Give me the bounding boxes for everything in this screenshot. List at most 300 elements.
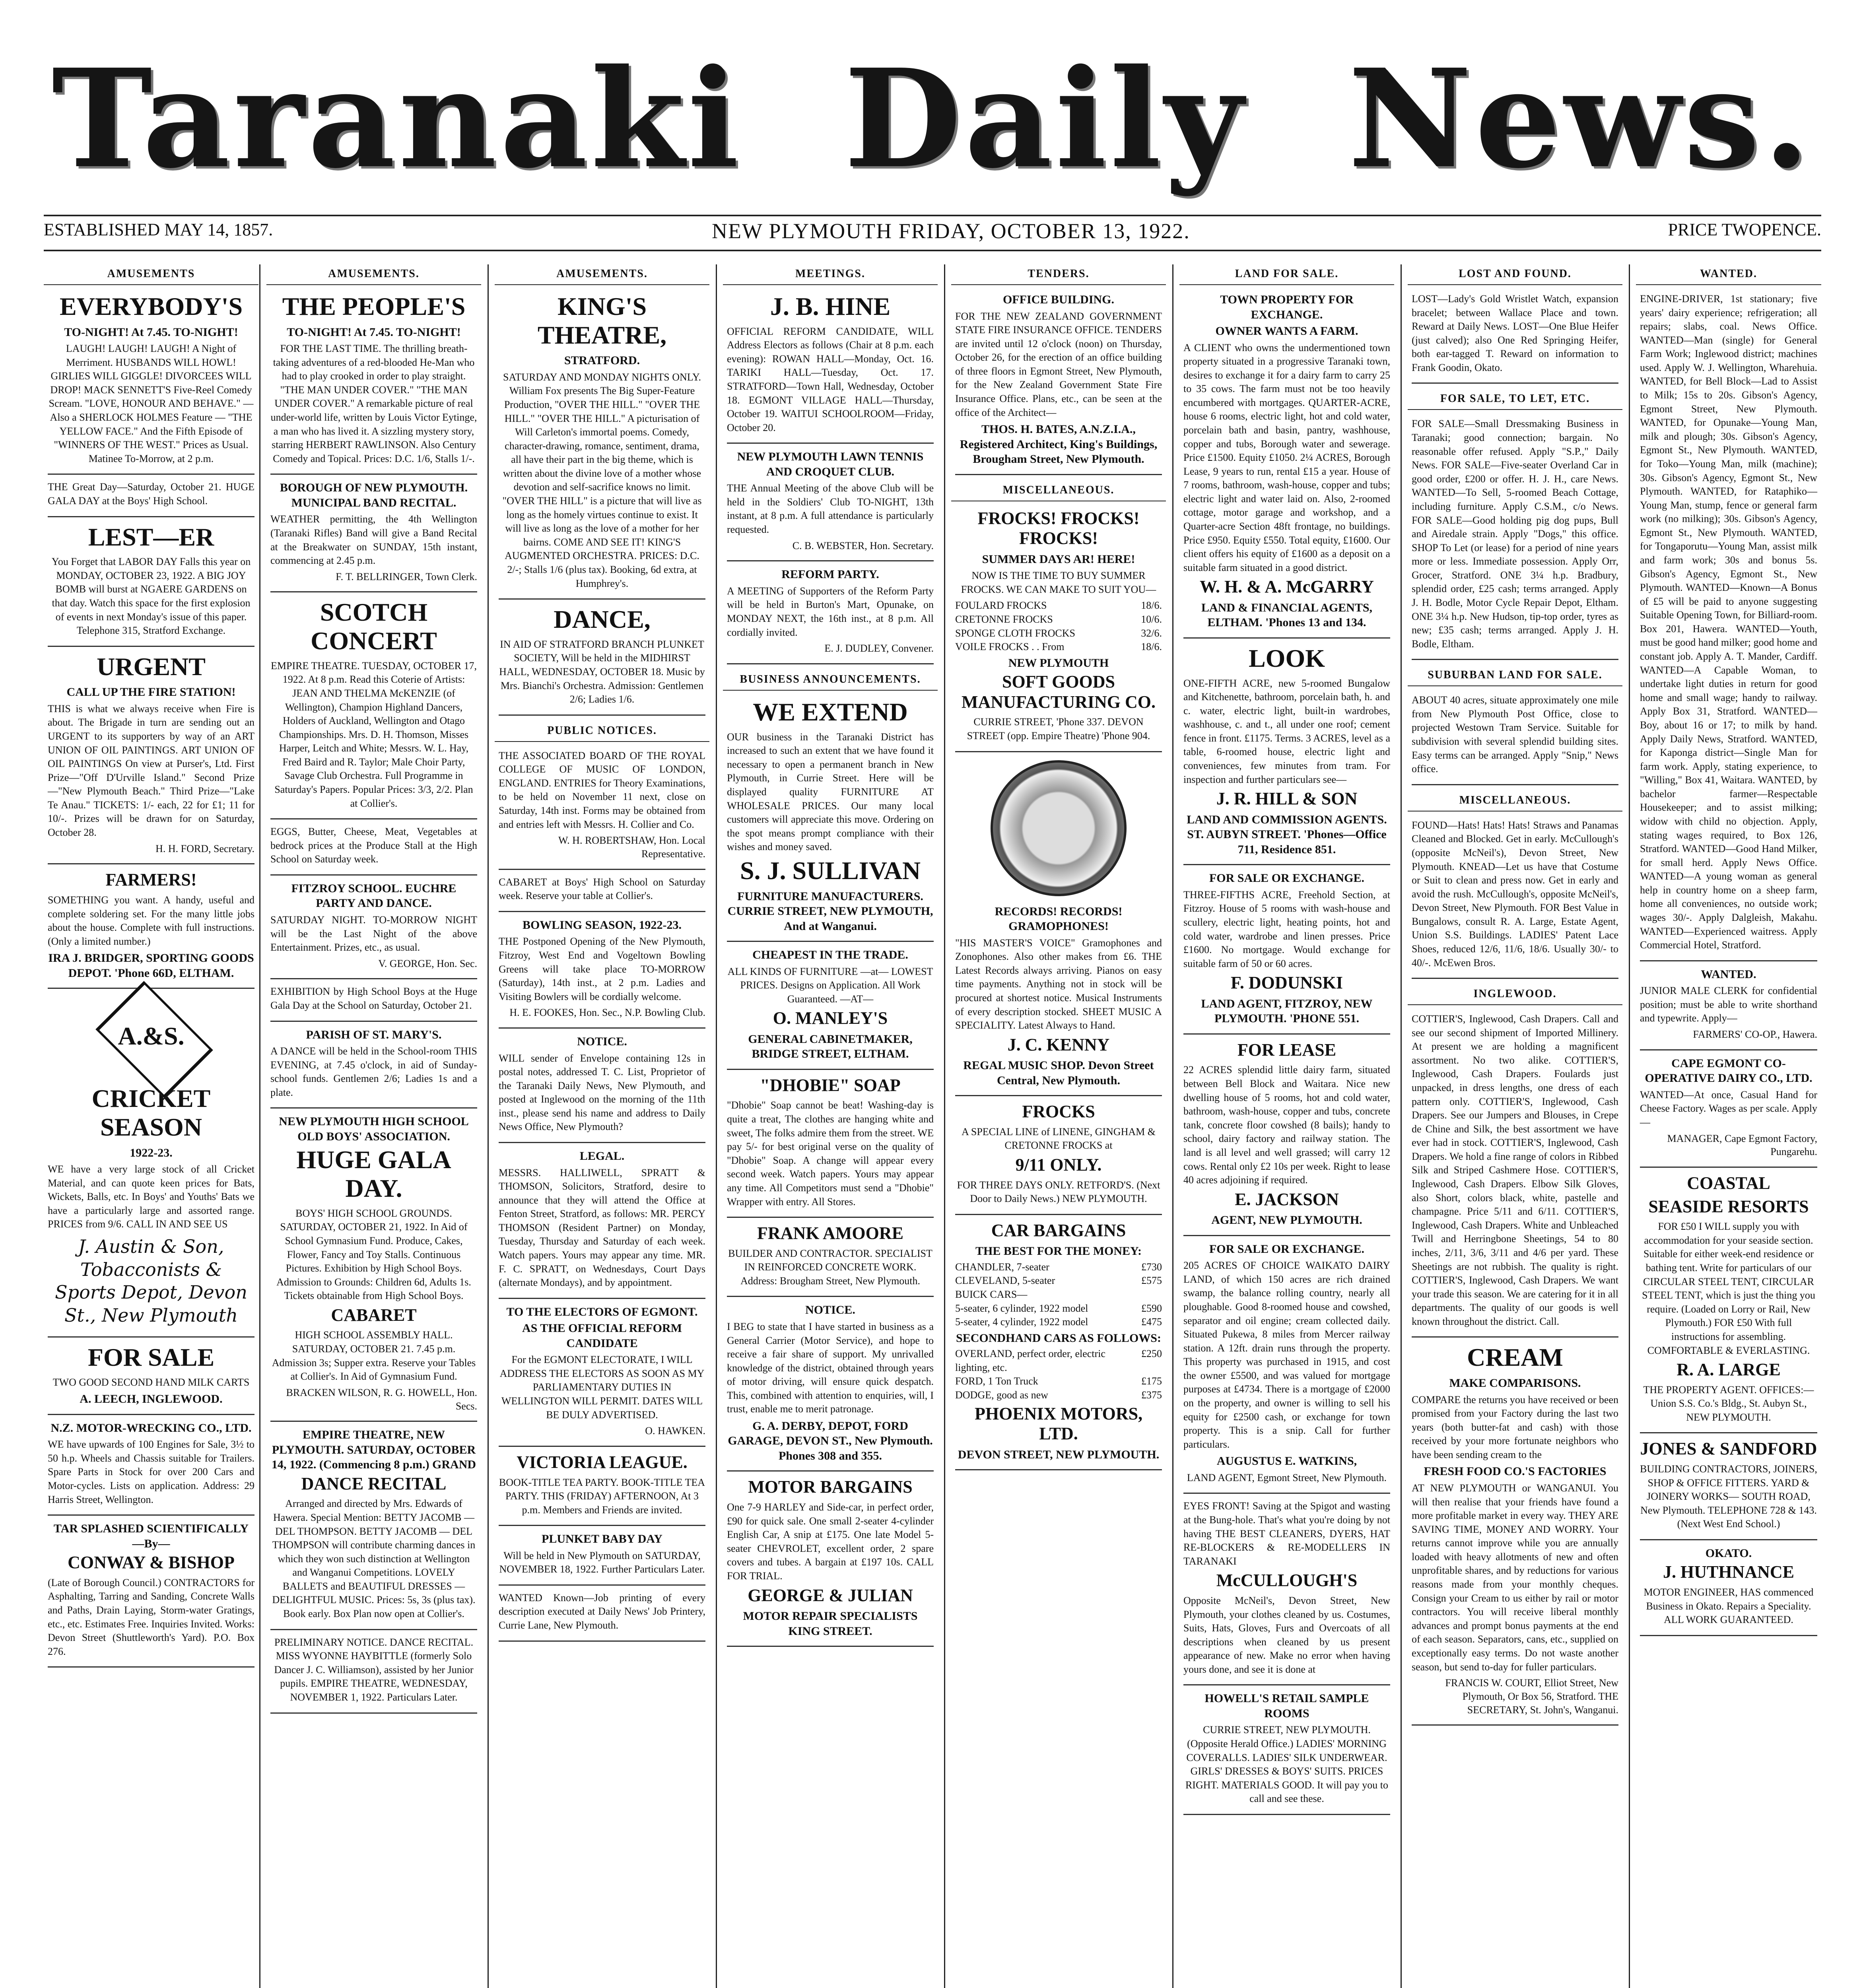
his-masters-voice-logo <box>991 760 1127 896</box>
ad-subtitle: LAND AGENT, FITZROY, NEW PLYMOUTH. 'PHONE 551. <box>1201 997 1373 1025</box>
item-price: 32/6. <box>1141 627 1162 639</box>
ad-signature: MANAGER, Cape Egmont Factory, Pungarehu. <box>1667 1132 1817 1158</box>
ad-title: NOTICE. <box>577 1035 627 1048</box>
ad-subtitle: 1922-23. <box>130 1146 173 1159</box>
ad-body: WE have a very large stock of all Cricket Material, and can quote keen prices for Bats, Wickets, Balls, etc. In Boys' and Youths' Bats we have a particularly large and assorted range. PRICES from 9/6. CALL IN AND SEE US <box>48 1163 254 1230</box>
ad-pre: NEW PLYMOUTH HIGH SCHOOL OLD BOYS' ASSOCIATION. <box>279 1115 469 1143</box>
item-price: 18/6. <box>1141 641 1162 653</box>
ad-signature: FARMERS' CO-OP., Hawera. <box>1693 1028 1817 1040</box>
ad-title: HUGE GALA DAY. <box>296 1145 451 1203</box>
ad-miscellaneous <box>1412 819 1618 979</box>
column-8 <box>1636 264 1821 1988</box>
ad-cheapest <box>727 947 934 1070</box>
place-date: NEW PLYMOUTH FRIDAY, OCTOBER 13, 1922. <box>712 219 1190 243</box>
ad-subtitle: MAKE COMPARISONS. <box>1449 1376 1581 1390</box>
ad-body: CABARET at Boys' High School on Saturday week. Reserve your table at Collier's. <box>499 876 705 902</box>
ad-frank-amoore <box>727 1223 934 1297</box>
column-5 <box>951 264 1166 1988</box>
ad-title: JONES & SANDFORD <box>1640 1439 1817 1459</box>
ad-hine <box>727 292 934 444</box>
ad-body: SATURDAY NIGHT. TO-MORROW NIGHT will be the Last Night of the above Entertainment. Prizes, etc., as usual. <box>270 914 477 953</box>
ad-body: OFFICIAL REFORM CANDIDATE, WILL Address Electors as follows (Chair at 8 p.m. each evening): ROWAN HALL—Monday, Oct. 16. TARIKI HALL—Tuesday, Oct. 17. STRATFORD—Town Hall, Wednesday, October 18. EGMONT VILLAGE HALL—Thursday, October 19. WAITUI SCHOOLROOM—Friday, October 20. <box>727 325 934 433</box>
ad-conway-bishop <box>48 1521 254 1668</box>
ad-reform-party <box>727 567 934 664</box>
ad-title: WE EXTEND <box>753 698 908 726</box>
ad-signature: THOS. H. BATES, A.N.Z.I.A., Registered Architect, King's Buildings, Brougham Street, New Plymouth. <box>960 423 1158 466</box>
ad-body: BUILDING CONTRACTORS, JOINERS, SHOP & OFFICE FITTERS. YARD & JOINERY WORKS— SOUTH ROAD, New Plymouth. TELEPHONE 728 & 143. (Next West End School.) <box>1640 1463 1817 1530</box>
title-word-1: Taranaki <box>52 40 742 198</box>
ad-title: PLUNKET BABY DAY <box>542 1532 662 1546</box>
ad-subtitle: TO-NIGHT! At 7.45. TO-NIGHT! <box>287 325 461 339</box>
ad-title: J. R. HILL & SON <box>1216 789 1358 809</box>
ad-victoria-league <box>499 1452 705 1526</box>
ad-parish <box>270 1027 477 1109</box>
masthead <box>0 0 1863 215</box>
section-header: AMUSEMENTS. <box>495 264 709 285</box>
ad-body: THREE-FIFTHS ACRE, Freehold Section, at Fitzroy. House of 5 rooms with wash-house and scullery, electric light, heating points, hot and cold water, wardrobe and linen presses. Price £1600. No mortgage. Would exchange for suitable farm of 50 or 60 acres. <box>1183 889 1390 969</box>
ad-gala-day <box>48 480 254 517</box>
ad-plunket <box>499 1532 705 1586</box>
as-logo: A.&S. <box>68 997 235 1076</box>
car-price-list <box>955 1260 1162 1329</box>
ad-title: RECORDS! RECORDS! GRAMOPHONES! <box>995 905 1123 933</box>
ad-body: FOR SALE—Small Dressmaking Business in Taranaki; good connection; bargain. No reasonable offer refused. Apply "S.P.," Daily News. FOR SALE—Five-seater Overland Car in good order, £200 or offer. H. J. H., care News. WANTED—To Sell, 5-roomed Beach Cottage, including furniture. Apply C.S.M., c/o News. FOR SALE—Good holding pig dog pups, Bull and Airedale strain. Apply "Dogs," this office. SHOP To Let (or lease) for a period of nine years more or less. Immediate possession. Apply Orr, Grocer, Stratford. ONE 3¼ h.p. Bradbury, splendid order, £25 cash; terms arranged. Apply J. H. Bodle, Motor Cycle Repair Depot, Eltham. ONE 3¼ h.p. New Hudson, tip-top order, tyres as new; £35 cash; terms arranged. Apply J. H. Bodle, Eltham. <box>1412 418 1618 650</box>
item-price: £175 <box>1141 1375 1162 1387</box>
ad-pre: EMPIRE THEATRE, NEW PLYMOUTH. SATURDAY, OCTOBER 14, 1922. (Commencing 8 p.m.) GRAND <box>271 1428 476 1472</box>
ad-pre: NEW PLYMOUTH <box>1008 656 1109 670</box>
ad-body: A CLIENT who owns the undermentioned town property situated in a progressive Taranaki town, desires to exchange it for a dairy farm to carry 25 to 35 cows. The farm must not be too heavily encumbered with mortgages. QUARTER-ACRE, house 6 rooms, electric light, hot and cold water, porcelain bath and basin, pantry, washhouse, copper and tubs, Borough water and sewerage. Price £1500. Equity £1050. 2¼ ACRES, Borough Lease, 9 years to run, rental £15 a year. House of 7 rooms, bathroom, wash-house, copper and tubs; electric light and water laid on. Also, 2-roomed cottage, motor garage and workshop, and a Quarter-acre Section 48ft frontage, no buildings. Price £950. Equity £550. Total equity, £1600. Our client offers his equity of £1600 as a deposit on a suitable farm situated in a good district. <box>1183 342 1390 573</box>
ad-coastal <box>1640 1173 1817 1433</box>
secondhand-price-list <box>955 1347 1162 1402</box>
ad-body: BUILDER AND CONTRACTOR. SPECIALIST IN REINFORCED CONCRETE WORK. Address: Brougham Street, New Plymouth. <box>728 1247 932 1287</box>
column-7 <box>1408 264 1622 1988</box>
ad-title: CREAM <box>1467 1343 1563 1372</box>
price-row <box>955 1274 1162 1288</box>
ad-title: LOOK <box>1248 644 1325 672</box>
ad-title: AS THE OFFICIAL REFORM CANDIDATE <box>522 1322 682 1350</box>
ad-waikato-dairy <box>1183 1242 1390 1494</box>
ad-dance-recital <box>270 1427 477 1630</box>
ad-body: WE have upwards of 100 Engines for Sale, 3½ to 50 h.p. Wheels and Chassis suitable for Trailers. Spare Parts in Stock for over 200 Cars and Motor-cycles. Lists on application. Address: 29 Harris Street, Wellington. <box>48 1439 254 1505</box>
ad-title: FARMERS! <box>105 870 197 890</box>
section-header: BUSINESS ANNOUNCEMENTS. <box>723 670 938 691</box>
section-header: LAND FOR SALE. <box>1179 264 1394 285</box>
item-label: CLEVELAND, 5-seater <box>955 1275 1055 1287</box>
special-price: 9/11 ONLY. <box>1015 1155 1102 1175</box>
ad-signature: G. A. DERBY, DEPOT, FORD GARAGE, DEVON ST., New Plymouth. Phones 308 and 355. <box>728 1419 933 1462</box>
ad-lost-found <box>1412 292 1618 384</box>
ad-title: LEGAL. <box>579 1149 625 1163</box>
ad-eggs <box>270 825 477 876</box>
ad-title: FOR SALE OR EXCHANGE. <box>1209 1242 1365 1256</box>
ad-signature: A. LEECH, INGLEWOOD. <box>80 1392 223 1406</box>
ad-body: BOOK-TITLE TEA PARTY. BOOK-TITLE TEA PARTY. THIS (FRIDAY) AFTERNOON, At 3 p.m. Members and Friends are invited. <box>499 1476 705 1516</box>
ad-body: NOW IS THE TIME TO BUY SUMMER FROCKS. WE CAN MAKE TO SUIT YOU— <box>961 570 1156 595</box>
ad-title: VICTORIA LEAGUE. <box>517 1452 688 1472</box>
section-header: MEETINGS. <box>723 264 938 285</box>
ad-title: NEW PLYMOUTH LAWN TENNIS AND CROQUET CLUB. <box>737 450 924 478</box>
ad-title: FITZROY SCHOOL. EUCHRE PARTY AND DANCE. <box>291 881 457 910</box>
price-label: PRICE TWOPENCE. <box>1668 220 1821 239</box>
ad-cream <box>1412 1343 1618 1726</box>
dateline-rule <box>44 250 1821 251</box>
ad-his-masters-voice <box>955 760 1162 1097</box>
ad-signature: V. GEORGE, Hon. Sec. <box>378 957 477 969</box>
ad-body: You Forget that LABOR DAY Falls this year on MONDAY, OCTOBER 23, 1922. A BIG JOY BOMB will burst at NGAERE GARDENS on that day. Watch this space for the first explosion of events in next Monday's issue of this paper. Telephone 315, Stratford Exchange. <box>51 556 251 637</box>
top-rule <box>44 215 1821 216</box>
section-header: MISCELLANEOUS. <box>951 481 1166 501</box>
ad-body: WANTED Known—Job printing of every description executed at Daily News' Job Printery, Currie Lane, New Plymouth. <box>499 1592 705 1631</box>
ad-signature: BRACKEN WILSON, R. G. HOWELL, Hon. Secs. <box>286 1386 477 1412</box>
item-price: £590 <box>1141 1302 1162 1314</box>
ad-body: FOR THREE DAYS ONLY. RETFORD'S. (Next Door to Daily News.) NEW PLYMOUTH. <box>957 1179 1160 1205</box>
ad-subtitle: OWNER WANTS A FARM. <box>1215 324 1358 338</box>
ad-pre: TO THE ELECTORS OF EGMONT. <box>506 1305 698 1318</box>
ad-body: THE Postponed Opening of the New Plymouth, Fitzroy, West End and Vogeltown Bowling Greens will take place TO-MORROW (Saturday), 14th inst., at 2 p.m. Ladies and Visiting Bowlers will be cordially welcome. <box>499 936 705 1002</box>
ad-cape-egmont <box>1640 1056 1817 1168</box>
ad-body: WILL sender of Envelope containing 12s in postal notes, addressed T. C. List, Proprietor of the Taranaki Daily News, New Plymouth, and posted at Inglewood on the morning of the 11th inst., please send his name and address to Daily News Office, New Plymouth? <box>499 1052 705 1133</box>
ad-title: HOWELL'S RETAIL SAMPLE ROOMS <box>1204 1692 1369 1720</box>
ad-cabaret <box>499 876 705 912</box>
item-price: £730 <box>1141 1261 1162 1273</box>
ad-subtitle: LAND AND COMMISSION AGENTS. ST. AUBYN STREET. 'Phones—Office 711, Residence 851. <box>1187 813 1387 856</box>
ad-body: Will be held in New Plymouth on SATURDAY, NOVEMBER 18, 1922. Further Particulars Later. <box>499 1549 705 1575</box>
ad-signature: FRANCIS W. COURT, Elliot Street, New Plymouth, Or Box 56, Stratford. THE SECRETARY, St. John's, Wanganui. <box>1445 1677 1618 1716</box>
handwritten-signature: J. Austin & Son, Tobacconists & Sports Depot, Devon St., New Plymouth <box>55 1236 247 1326</box>
ad-title: EVERYBODY'S <box>59 292 243 320</box>
ad-body: CURRIE STREET, NEW PLYMOUTH. (Opposite Herald Office.) LADIES' MORNING COVERALLS. LADIES' SILK UNDERWEAR. GIRLS' DRESSES & BOYS' SUITS. PRICES RIGHT. MATERIALS GOOD. It will pay you to call and see these. <box>1185 1724 1389 1805</box>
ad-body: THE PROPERTY AGENT. OFFICES:— Union S.S. Co.'s Bldg., St. Aubyn St., NEW PLYMOUTH. <box>1643 1384 1814 1423</box>
ad-subtitle: THE BEST FOR THE MONEY: <box>975 1244 1142 1258</box>
ad-title: MOTOR BARGAINS <box>748 1477 913 1497</box>
ad-body: THE ASSOCIATED BOARD OF THE ROYAL COLLEGE OF MUSIC OF LONDON, ENGLAND. ENTRIES for Theory Examinations, to be held on November 11 next, close on Saturday, 14th inst. Forms may be obtained from and entries left with Messrs. H. Collier and Co. <box>499 749 705 830</box>
ad-town-property <box>1183 292 1390 639</box>
ad-body: (Late of Borough Council.) CONTRACTORS for Asphalting, Tarring and Sanding, Concrete Walls and Paths, Drain Laying, Storm-water Gratings, etc., etc. Estimates Free. Inquiries Invited. Works: Devon Street (Shuttleworth's Yard). P.O. Box 276. <box>48 1576 254 1657</box>
ad-body: AT NEW PLYMOUTH or WANGANUI. You will then realise that your friends have found a more profitable market in every way. THEY ARE SAVING TIME, MONEY AND WORRY. Your returns cannot improve while you are annually loaded with heavy allotments of new and often unprofitable shares, and by reductions for various reasons made from your monthly cheques. Consign your Cream to us either by rail or motor contractors. You will receive liberal monthly advances and prompt bonus payments at the end of each season. Separators, cans, etc., supplied on exceptionally easy terms. Do not waste another season, but send to-day for fuller particulars. <box>1412 1482 1618 1673</box>
section-header: LOST AND FOUND. <box>1408 264 1622 285</box>
ad-body: EMPIRE THEATRE. TUESDAY, OCTOBER 17, 1922. At 8 p.m. Read this Coterie of Artists: JEAN AND THELMA McKENZIE (of Wellington), Champion Highland Dancers, Holders of Auckland, Wellington and Otago Championships. Mrs. D. H. Thomson, Misses Harper, Leitch and White; Messrs. W. L. Hay, Fred Baird and R. Taylor; Male Choir Party, Savage Club Orchestra. Full Programme in Saturday's Papers. Popular Prices: 3/3, 2/2. Plan at Collier's. <box>271 660 477 809</box>
ad-title: CABARET <box>331 1305 417 1325</box>
ad-junior-clerk <box>1640 967 1817 1050</box>
ad-lawn-tennis <box>727 449 934 561</box>
ad-body: 22 ACRES splendid little dairy farm, situated between Bell Block and Waitara. Nice new dwelling house of 5 rooms, hot and cold water, bathroom, wash-house, copper and tubs, concrete tank, concrete floor cowshed (8 bails); handy to school, dairy factory and railway station. The land is all level and well grassed; will carry 12 cows. Rental only £2 10s per week. Right to lease 40 acres adjoining if required. <box>1183 1064 1390 1186</box>
ad-title: PARISH OF ST. MARY'S. <box>306 1028 442 1041</box>
ad-body: One 7-9 HARLEY and Side-car, in perfect order, £90 for quick sale. One small 2-seater 4-cylinder English Car, A snip at £175. One late Model 5-seater CHEVROLET, excellent order, 2 spare covers and tubes. A bargain at £197 10s. CALL FOR TRIAL. <box>727 1501 934 1582</box>
ad-body: IN AID OF STRATFORD BRANCH PLUNKET SOCIETY, Will be held in the MIDHIRST HALL, WEDNESDAY, OCTOBER 18. Music by Mrs. Bianchi's Orchestra. Admission: Gentlemen 2/6; Ladies 1/6. <box>499 638 705 705</box>
item-price: 10/6. <box>1141 613 1162 625</box>
price-row <box>955 1375 1162 1388</box>
ad-signature: H. H. FORD, Secretary. <box>155 843 254 854</box>
ad-title: THE PEOPLE'S <box>282 292 466 320</box>
ad-body: ENGINE-DRIVER, 1st stationary; five years' dairy experience; refrigeration; all repairs; slabs, coal. News Office. WANTED—Man (single) for General Farm Work; Inglewood district; machines used. Apply W. J. Wellington, Wharehuia. WANTED, for Bell Block—Lad to Assist to Milk; 15s to 20s. Gibson's Agency, Egmont Street, New Plymouth. WANTED, for Opunake—Young Man, milk and plough; 30s. Gibson's Agency, Egmont St., New Plymouth. WANTED, for Toko—Young Man, milk (machine); 30s. Gibson's Agency, Egmont St., New Plymouth. WANTED, for Rataphiko—Young Man, stump, fence or general farm work (no milking); 30s. Gibson's Agency, Egmont St., New Plymouth. WANTED, for Tongaporutu—Young Man, assist milk and farm work; 30s and bonus 5s. Gibson's Agency, Egmont St., New Plymouth. WANTED—Known—A Bonus of £5 will be paid to anyone suggesting Suitable Opening Town, for Billiard-room. Box 201, Hawera. WANTED—Youth, must be good hand milker; good home and constant job. Apply A. T. Mander, Cardiff. WANTED—A Capable Woman, to undertake light duties in return for good home and small wage; handy to railway. Apply Box 31, Stratford. WANTED—Boy, about 16 or 17; to milk by hand. Apply Daily News, Stratford. WANTED, for Kaponga district—Single Man for farm work. Apply, stating experience, to "Willing," Box 41, Waitara. WANTED, by bachelor farmer—Respectable Housekeeper; and to assist milking; widow with child no objection. Apply, stating wages required, to Box 126, Stratford. WANTED—Good Hand Milker, for small herd. Apply News Office. WANTED—A young woman as general help in country home on a sheep farm, home all conveniences, no outside work; wages 30/-. Apply Dalgleish, Makahu. WANTED—Experienced waitress. Apply Commercial Hotel, Stratford. <box>1640 293 1817 951</box>
item-label: CRETONNE FROCKS <box>955 613 1053 625</box>
ad-body: EXHIBITION by High School Boys at the Huge Gala Day at the School on Saturday, October 21. <box>270 986 477 1011</box>
ad-kings-theatre <box>499 292 705 600</box>
price-row <box>955 1288 1162 1302</box>
price-row <box>955 627 1162 641</box>
ad-title: CHEAPEST IN THE TRADE. <box>752 948 908 962</box>
ad-motor-wrecking <box>48 1421 254 1516</box>
ad-signature: E. J. DUDLEY, Convener. <box>824 643 934 654</box>
ad-look <box>1183 644 1390 865</box>
ad-body: FOR £50 I WILL supply you with accommodation for your seaside section. Suitable for either week-end residence or bathing tent. Write for particulars of our CIRCULAR STEEL TENT, CIRCULAR STEEL TENT, which is just the thing you require. (Loaded on Lorry or Rail, New Plymouth.) FOR £50 With full instructions for assembling. COMFORTABLE & EVERLASTING. <box>1642 1221 1815 1356</box>
ad-title: NOTICE. <box>805 1303 855 1317</box>
ad-body: HIGH SCHOOL ASSEMBLY HALL. SATURDAY, OCTOBER 21. 7.45 p.m. Admission 3s; Supper extra. Reserve your Tables at Collier's. In Aid of Gymnasium Fund. <box>272 1329 476 1382</box>
ad-sale-exchange <box>1183 871 1390 1035</box>
ad-pre: TAR SPLASHED SCIENTIFICALLY —By— <box>53 1522 249 1550</box>
ad-title: FROCKS <box>1022 1102 1095 1122</box>
ad-band-recital <box>270 480 477 592</box>
ad-title: FOR SALE OR EXCHANGE. <box>1209 872 1365 885</box>
ad-body: WANTED—At once, Casual Hand for Cheese Factory. Wages as per scale. Apply— <box>1640 1089 1817 1128</box>
ad-body: SATURDAY AND MONDAY NIGHTS ONLY. William Fox presents The Big Super-Feature Production, "OVER THE HILL." "OVER THE HILL." "OVER THE HILL." A picturisation of Will Carleton's immortal poems. Comedy, character-drawing, romance, sentiment, drama, all have their part in the big theme, which is written about the divine love of a mother whose devotion and self-sacrifice knows no limit. "OVER THE HILL" is a picture that will live as long as the homely virtues continue to exist. It will live as long as the love of a mother for her bairns. COME AND SEE IT! KING'S AUGMENTED ORCHESTRA. PRICES: D.C. 2/-; Stalls 1/6 (plus tax). Booking, 6d extra, at Humphrey's. <box>502 371 702 589</box>
ad-body: "HIS MASTER'S VOICE" Gramophones and Zonophones. Also other makes from £6. THE Latest Records always arriving. Pianos on easy time payments. Anything not in stock will be procured at shortest notice. Musical Instruments of every description stocked. SHEET MUSIC A SPECIALITY. Latest Always to Hand. <box>955 937 1162 1031</box>
ad-wanted-list <box>1640 292 1817 961</box>
ad-howells <box>1183 1691 1390 1815</box>
ad-title: CONWAY & BISHOP <box>68 1553 235 1573</box>
ad-body: A SPECIAL LINE of LINENE, GINGHAM & CRETONNE FROCKS at <box>962 1126 1156 1151</box>
item-price: £575 <box>1141 1275 1162 1287</box>
ad-title: BOWLING SEASON, 1922-23. <box>522 918 682 932</box>
title-word-3: News. <box>1348 40 1813 198</box>
price-row <box>955 1388 1162 1402</box>
ad-title: FRESH FOOD CO.'S FACTORIES <box>1424 1465 1607 1478</box>
ad-title: S. J. SULLIVAN <box>740 856 921 885</box>
ad-title: SEASIDE RESORTS <box>1648 1196 1809 1216</box>
ad-motor-bargains <box>727 1477 934 1647</box>
ad-subtitle: STRATFORD. <box>564 354 640 367</box>
section-header: INGLEWOOD. <box>1408 984 1622 1005</box>
ad-body: EYES FRONT! Saving at the Spigot and wasting at the Bung-hole. That's what you're doing by not having THE BEST CLEANERS, DYERS, HAT RE-BLOCKERS & RE-MODELLERS IN TARANAKI <box>1183 1500 1390 1567</box>
ad-signature: O. HAWKEN. <box>645 1425 705 1437</box>
ad-body: ALL KINDS OF FURNITURE —at— LOWEST PRICES. Designs on Application. All Work Guaranteed. —AT— <box>727 965 933 1005</box>
ad-body: THIS is what we always receive when Fire is about. The Brigade in turn are sending out an URGENT to its supporters by way of an ART UNION OF OIL PAINTINGS. ART UNION OF OIL PAINTINGS On view at Purser's, Ltd. First Prize—"Off D'Urville Island." Second Prize—"New Plymouth Beach." Third Prize—"Lake Te Anau." TICKETS: 1/- each, 22 for £1; 11 for 10/-. Prizes will be drawn for on Saturday, October 28. <box>48 703 254 839</box>
column-3 <box>495 264 709 1988</box>
ad-signature: C. B. WEBSTER, Hon. Secretary. <box>792 540 934 551</box>
price-list <box>955 599 1162 654</box>
ad-title: LEST—ER <box>88 522 214 551</box>
ad-body: THE Great Day—Saturday, October 21. HUGE GALA DAY at the Boys' High School. <box>48 481 254 507</box>
ad-for-sale <box>48 1343 254 1415</box>
item-label: OVERLAND, perfect order, electric lighting, etc. <box>955 1348 1105 1373</box>
ad-scotch-concert <box>270 598 477 819</box>
ad-notice <box>499 1034 705 1143</box>
ad-body: TWO GOOD SECOND HAND MILK CARTS <box>52 1376 250 1388</box>
item-label: SPONGE CLOTH FROCKS <box>955 627 1075 639</box>
ad-body: JUNIOR MALE CLERK for confidential position; must be able to write shorthand and typewrite. Apply— <box>1640 985 1817 1024</box>
ad-body: SOMETHING you want. A handy, useful and complete soldering set. For the many little jobs about the house. Complete with full instructions. (Only a limited number.) <box>48 894 254 947</box>
ad-body: 205 ACRES OF CHOICE WAIKATO DAIRY LAND, of which 150 acres are rich drained swamp, the balance rolling country, nearly all ploughable. Good 8-roomed house and cowshed, separator and oil engine; cream collected daily. Situated Pukewa, 8 miles from Mercer railway station. A 12ft. drain runs through the property. This property was purchased in 1915, and cost the owner £5500, and was valued for mortgage purposes at £4734. There is a mortgage of £2000 on the property, and owner is willing to sell his equity for £2500 cash, or exchange for town property. This is a snip. Call for further particulars. <box>1183 1260 1390 1450</box>
section-header: MISCELLANEOUS. <box>1408 791 1622 812</box>
ad-body: FOUND—Hats! Hats! Hats! Straws and Panamas Cleaned and Blocked. Get in early. McCullough's (opposite McNeil's), Devon Street, New Plymouth. KNEAD—Let us have that Costume or Suit to clean and press now. Get in early and avoid the rush. McCullough's, opposite McNeil's, Devon Street, New Plymouth. FOR Best Value in Bungalows, consult R. A. Large, Estate Agent, Union S.S. Buildings. LADIES' Patent Lace Shoes, reduced 12/6, 11/6, 18/6. Usually 30/- to 40/-. McEwen Bros. <box>1412 819 1618 969</box>
price-row <box>955 1315 1162 1329</box>
ad-title: FROCKS! FROCKS! FROCKS! <box>977 508 1140 548</box>
section-header: AMUSEMENTS. <box>266 264 481 285</box>
ad-we-extend <box>727 698 934 942</box>
ad-royal-college <box>499 749 705 870</box>
ad-title: FRANK AMOORE <box>757 1223 903 1243</box>
price-row <box>955 1347 1162 1375</box>
ad-title: FOR LEASE <box>1237 1040 1337 1060</box>
ad-title: GEORGE & JULIAN <box>748 1585 913 1605</box>
newspaper-title <box>52 40 1813 198</box>
ad-frocks-retfords <box>955 1102 1162 1215</box>
column-2 <box>266 264 481 1988</box>
ad-title: WANTED. <box>1701 967 1756 981</box>
ad-electors <box>499 1305 705 1447</box>
ad-subtitle: TO-NIGHT! At 7.45. TO-NIGHT! <box>64 325 238 339</box>
item-label: 5-seater, 4 cylinder, 1922 model <box>955 1316 1088 1328</box>
ad-bowling <box>499 918 705 1029</box>
ad-title: CAR BARGAINS <box>991 1220 1126 1240</box>
ad-body: "Dhobie" Soap cannot be beat! Washing-day is quite a treat, The clothes are hanging white and sweet, The folks admire them from the street. WE pay 5/- for best original verse on the quality of "Dhobie" Soap. A change will appear every second week. Watch papers. Yours may appear any time. All Competitors must send a "Dhobie" Wrapper with entry. All Stores. <box>727 1099 934 1208</box>
ad-body: A DANCE will be held in the School-room THIS EVENING, at 7.45 o'clock, in aid of Sunday-school funds. Gentlemen 2/6; Ladies 1s and a plate. <box>270 1045 477 1098</box>
price-row <box>955 1260 1162 1274</box>
ad-title: N.Z. MOTOR-WRECKING CO., LTD. <box>51 1421 252 1435</box>
ad-body: THE Annual Meeting of the above Club will be held in the Soldiers' Club TO-NIGHT, 13th instant, at 8 p.m. A full attendance is particularly requested. <box>727 482 934 536</box>
ad-subtitle: GENERAL CABINETMAKER, BRIDGE STREET, ELTHAM. <box>748 1032 913 1061</box>
ad-body: MOTOR ENGINEER, HAS commenced Business in Okato. Repairs a Speciality. ALL WORK GUARANTEED. <box>1643 1586 1814 1626</box>
ad-title: AUGUSTUS E. WATKINS, <box>1216 1454 1357 1468</box>
ad-dhobie-soap <box>727 1076 934 1218</box>
ad-signature: F. T. BELLRINGER, Town Clerk. <box>336 571 477 582</box>
item-label: DODGE, good as new <box>955 1389 1048 1401</box>
ad-body: EGGS, Butter, Cheese, Meat, Vegetables at bedrock prices at the Produce Stall at the High School on Saturday week. <box>270 826 477 865</box>
ad-body: COMPARE the returns you have received or been promised from your Factory during the last two years (both butter-fat and cash) with those received by your more fortunate neighbors who have been sending cream to the <box>1412 1394 1618 1460</box>
ad-body: I BEG to state that I have started in business as a General Carrier (Motor Service), and hope to receive a fair share of support. My unrivalled knowledge of the district, obtained through years of motor driving, will ensure quick despatch. This, combined with attention to enquiries, will, I trust, enable me to merit patronage. <box>727 1320 934 1415</box>
ad-subtitle: REGAL MUSIC SHOP. Devon Street Central, New Plymouth. <box>963 1059 1154 1087</box>
established-label: ESTABLISHED MAY 14, 1857. <box>44 220 273 239</box>
ad-jones-sandford <box>1640 1439 1817 1540</box>
ad-subtitle: LAND & FINANCIAL AGENTS, ELTHAM. 'Phones 13 and 134. <box>1201 601 1373 629</box>
ad-body: Arranged and directed by Mrs. Edwards of Hawera. Special Mention: BETTY JACOMB — DEL THOMPSON. BETTY JACOMB — DEL THOMPSON will contribute charming dances in which they won such distinction at Wellington and Wanganui Competitions. LOVELY BALLETS and BEAUTIFUL DRESSES — DELIGHTFUL MUSIC. Prices: 5s, 3s (plus tax). Book early. Box Plan now open at Collier's. <box>272 1498 476 1620</box>
ad-legal <box>499 1149 705 1299</box>
item-price: £475 <box>1141 1316 1162 1328</box>
ad-title: CAPE EGMONT CO-OPERATIVE DAIRY CO., LTD. <box>1645 1056 1812 1085</box>
section-header: AMUSEMENTS <box>44 264 258 285</box>
ad-body: LAND AGENT, Egmont Street, New Plymouth. <box>1187 1472 1387 1483</box>
ad-lest-er <box>48 523 254 647</box>
ad-subtitle: MOTOR REPAIR SPECIALISTS KING STREET. <box>743 1609 918 1638</box>
ad-signature: IRA J. BRIDGER, SPORTING GOODS DEPOT. 'Phone 66D, ELTHAM. <box>48 951 254 980</box>
columns <box>44 264 1821 1988</box>
ad-title: SOFT GOODS MANUFACTURING CO. <box>961 672 1156 712</box>
ad-for-sale-to-let <box>1412 417 1618 660</box>
ad-huthnance <box>1640 1546 1817 1636</box>
ad-title: REFORM PARTY. <box>781 568 879 581</box>
column-1 <box>44 264 258 1988</box>
ad-title: URGENT <box>97 652 206 681</box>
ad-title: J. C. KENNY <box>1007 1035 1110 1054</box>
ad-office-building <box>955 292 1162 475</box>
ad-subtitle: SUMMER DAYS AR! HERE! <box>982 552 1135 566</box>
item-price: 18/6. <box>1141 600 1162 612</box>
ad-title: J. HUTHNANCE <box>1663 1562 1795 1582</box>
ad-title: BOROUGH OF NEW PLYMOUTH. MUNICIPAL BAND RECITAL. <box>280 481 468 509</box>
section-header: WANTED. <box>1636 264 1821 285</box>
ad-preliminary <box>270 1636 477 1714</box>
ad-body: ONE-FIFTH ACRE, new 5-roomed Bungalow and Kitchenette, bathroom, porcelain bath, h. and c. water, electric light, built-in wardrobes, washhouse, c. and t., all under one roof; cement fence in front. £1175. Terms. 3 ACRES, level as a table, 6-roomed house, electric light and conveniences, few minutes from tram. For inspection and further particulars see— <box>1183 677 1390 785</box>
ad-fitzroy-school <box>270 881 477 980</box>
ad-frocks <box>955 509 1162 752</box>
ad-subtitle: SECONDHAND CARS AS FOLLOWS: <box>956 1331 1161 1345</box>
ad-title: DANCE, <box>554 605 651 634</box>
ad-title: R. A. LARGE <box>1677 1360 1781 1380</box>
ad-title: SCOTCH CONCERT <box>311 598 437 655</box>
item-label: 5-seater, 6 cylinder, 1922 model <box>955 1302 1088 1314</box>
ad-dance <box>499 605 705 716</box>
ad-body: Opposite McNeil's, Devon Street, New Plymouth, your clothes cleaned by us. Costumes, Suits, Hats, Gloves, Furs and Overcoats of all descriptions when cleaned by us present appearance of new. Make no error when having yours done, and see it is done at <box>1183 1594 1390 1675</box>
ad-subtitle: DEVON STREET, NEW PLYMOUTH. <box>958 1448 1160 1461</box>
ad-body: BOYS' HIGH SCHOOL GROUNDS. SATURDAY, OCTOBER 21, 1922. In Aid of School Gymnasium Fund. Produce, Cakes, Flower, Fancy and Toy Stalls. Continuous Pictures. Exhibition by High School Boys. Admission to Grounds: Children 6d, Adults 1s. Tickets obtainable from High School Boys. <box>276 1207 471 1302</box>
ad-body: LOST—Lady's Gold Wristlet Watch, expansion bracelet; between Wallace Place and town. Reward at Daily News. LOST—One Blue Heifer (just calved); also One Red Springing Heifer, both ear-tagged T. Reward on information to Frank Goodin, Okato. <box>1412 293 1618 373</box>
ad-suburban-land <box>1412 693 1618 785</box>
ad-cottiers <box>1412 1012 1618 1338</box>
ad-signature: H. E. FOOKES, Hon. Sec., N.P. Bowling Club. <box>509 1007 705 1019</box>
ad-for-lease <box>1183 1040 1390 1236</box>
ad-car-bargains <box>955 1221 1162 1470</box>
ad-body: ABOUT 40 acres, situate approximately one mile from New Plymouth Post Office, close to projected Westown Tram Service. Suitable for subdivision with several splendid building sites. Easy terms can be arranged. Apply "Snip," News office. <box>1412 694 1618 775</box>
ad-body: For the EGMONT ELECTORATE, I WILL ADDRESS THE ELECTORS AS SOON AS MY PARLIAMENTARY DUTIES IN WELLINGTON WILL PERMIT. DATES WILL BE DULY ADVERTISED. <box>499 1354 705 1421</box>
ad-body: A MEETING of Supporters of the Reform Party will be held in Burton's Mart, Opunake, on MONDAY NEXT, the 16th inst., at 8 p.m. All cordially invited. <box>727 585 934 638</box>
ad-huge-gala <box>270 1114 477 1422</box>
ad-title: DANCE RECITAL <box>301 1474 447 1493</box>
item-label: VOILE FROCKS . . From <box>955 641 1065 653</box>
item-label: CHANDLER, 7-seater <box>955 1261 1049 1273</box>
item-label: FORD, 1 Ton Truck <box>955 1375 1038 1387</box>
item-label: FOULARD FROCKS <box>955 600 1047 612</box>
item-label: BUICK CARS— <box>955 1289 1028 1301</box>
ad-body: CURRIE STREET, 'Phone 337. DEVON STREET (opp. Empire Theatre) 'Phone 904. <box>967 716 1150 742</box>
ad-farmers <box>48 870 254 989</box>
title-word-2: Daily <box>844 40 1246 198</box>
ad-body: LAUGH! LAUGH! LAUGH! A Night of Merriment. HUSBANDS WILL HOWL! GIRLIES WILL GIGGLE! DIVORCEES WILL DROP! MACK SENNETT'S Five-Reel Comedy Scream. "LOVE, HONOUR AND BEHAVE." — Also a SHERLOCK HOLMES Feature — "THE YELLOW FACE." And the Fifth Episode of "WINNERS OF THE WEST." Prices as Usual. Matinee To-Morrow, at 2 p.m. <box>49 343 254 464</box>
ad-subtitle: FURNITURE MANUFACTURERS. CURRIE STREET, NEW PLYMOUTH, And at Wanganui. <box>727 889 933 933</box>
ad-body: FOR THE NEW ZEALAND GOVERNMENT STATE FIRE INSURANCE OFFICE. TENDERS are invited until 12 o'clock (noon) on Thursday, October 26, for the erection of an office building of three floors in Egmont Street, New Plymouth, for the New Zealand Government State Fire Insurance Office. Plans, etc., can be seen at the office of the Architect— <box>955 310 1162 418</box>
ad-title: F. DODUNSKI <box>1231 973 1343 993</box>
ad-title: TOWN PROPERTY FOR EXCHANGE. <box>1220 293 1354 321</box>
ad-title: COASTAL <box>1687 1173 1770 1193</box>
ad-mccullough <box>1183 1499 1390 1685</box>
ad-title: OFFICE BUILDING. <box>1002 293 1115 306</box>
ad-title: FOR SALE <box>87 1343 215 1372</box>
column-6 <box>1179 264 1394 1988</box>
price-row <box>955 613 1162 627</box>
ad-body: OUR business in the Taranaki District has increased to such an extent that we have found it necessary to open a permanent branch in New Plymouth, in Currie Street. Here will be displayed quality FURNITURE AT WHOLESALE PRICES. Our many local customers will appreciate this move. Ordering on the spot means prompt compliance with their wishes and money saved. <box>727 731 934 853</box>
ad-everybodys <box>48 292 254 475</box>
ad-exhibition <box>270 985 477 1021</box>
ad-title: KING'S THEATRE, <box>537 292 667 349</box>
ad-title: W. H. & A. McGARRY <box>1199 577 1374 597</box>
ad-urgent <box>48 652 254 865</box>
section-header: SUBURBAN LAND FOR SALE. <box>1408 666 1622 686</box>
ad-subtitle: AGENT, NEW PLYMOUTH. <box>1211 1213 1362 1227</box>
item-price: £375 <box>1141 1389 1162 1401</box>
ad-body: COTTIER'S, Inglewood, Cash Drapers. Call and see our second shipment of Imported Millinery. At present we are holding a magnificent assortment. No two alike. COTTIER'S, Inglewood, Cash Drapers. Foulards just unpacked, in dress lengths, one dress of each pattern only. COTTIER'S, Inglewood, Cash Drapers. See our Jumpers and Blouses, in Crepe de Chine and Silk, the best assortment we have ever had in stock. COTTIER'S, Inglewood, Cash Drapers. We hold a fine range of colors in Ribbed Silk and Striped Cashmere Hose. COTTIER'S, Inglewood, Cash Drapers. Elbow Silk Gloves, also Short, colors black, white, pastelle and champagne. Price 5/11 and 6/11. COTTIER'S, Inglewood, Cash Drapers. White and Unbleached Twill and Herringbone Sheetings, 54 to 80 inches, 2/11, 3/6, 3/11 and 4/6 per yard. These Sheetings are not rubbish. The quality is right. COTTIER'S, Inglewood, Cash Drapers. We want your trade this season. We are catering for it in all departments. The quality of our goods is well known throughout the district. Call. <box>1412 1013 1618 1327</box>
ad-title: O. MANLEY'S <box>773 1008 888 1028</box>
ad-pre: OKATO. <box>1705 1546 1752 1560</box>
ad-peoples <box>270 292 477 475</box>
ad-title: E. JACKSON <box>1235 1189 1339 1209</box>
ad-body: WEATHER permitting, the 4th Wellington (Taranaki Rifles) Band will give a Band Recital at the Breakwater on SUNDAY, 15th instant, commencing at 2.45 p.m. <box>270 513 477 567</box>
dateline <box>44 219 1821 247</box>
ad-title: McCULLOUGH'S <box>1216 1571 1358 1590</box>
section-header: PUBLIC NOTICES. <box>495 721 709 742</box>
column-4 <box>723 264 938 1988</box>
section-header: FOR SALE, TO LET, ETC. <box>1408 389 1622 410</box>
ad-job-printing <box>499 1591 705 1642</box>
ad-body: MESSRS. HALLIWELL, SPRATT & THOMSON, Solicitors, Stratford, desire to announce that they will attend the Office at Fenton Street, Stratford, as follows: MR. PERCY THOMSON (Resident Partner) on Monday, Tuesday, Thursday and Saturday of each week. Watch papers. Yours may appear any time. MR. F. C. SPRATT, on Wednesdays, Court Days (alternate Mondays), and by appointment. <box>499 1167 705 1289</box>
